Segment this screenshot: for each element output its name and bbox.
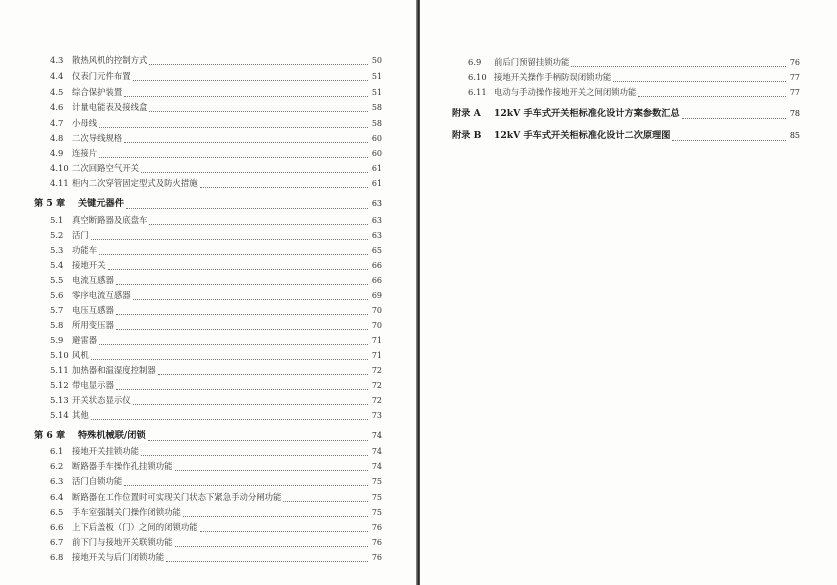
toc-number: 附录 A bbox=[452, 108, 481, 119]
toc-leader-dots bbox=[91, 351, 368, 360]
toc-number: 6.10 bbox=[468, 72, 487, 82]
toc-number: 5.10 bbox=[50, 350, 69, 360]
toc-title: 手车室强制关门操作闭锁功能 bbox=[72, 507, 181, 517]
toc-leader-dots bbox=[124, 477, 368, 486]
toc-number: 4.6 bbox=[50, 102, 64, 112]
toc-title: 所用变压器 bbox=[72, 320, 114, 330]
toc-title: 特殊机械联/闭锁 bbox=[78, 430, 146, 441]
toc-title: 前下门与接地开关联锁功能 bbox=[72, 537, 173, 547]
toc-page-number: 60 bbox=[371, 149, 382, 158]
toc-title: 电流互感器 bbox=[72, 275, 114, 285]
toc-leader-dots bbox=[116, 276, 368, 285]
toc-number: 5.13 bbox=[50, 395, 69, 405]
toc-number: 5.8 bbox=[50, 320, 64, 330]
toc-page-number: 71 bbox=[371, 336, 382, 345]
toc-number: 6.8 bbox=[50, 552, 64, 562]
toc-title: 综合保护装置 bbox=[72, 87, 123, 97]
toc-number: 5.14 bbox=[50, 410, 69, 420]
toc-title: 接地开关 bbox=[72, 260, 106, 270]
toc-leader-dots bbox=[116, 306, 368, 315]
toc-page-number: 66 bbox=[371, 261, 382, 270]
toc-page-number: 60 bbox=[371, 134, 382, 143]
toc-page-number: 74 bbox=[371, 431, 382, 440]
toc-number: 5.2 bbox=[50, 230, 64, 240]
toc-leader-dots bbox=[133, 72, 368, 81]
toc-page-number: 72 bbox=[371, 366, 382, 375]
toc-number: 4.3 bbox=[50, 55, 64, 65]
toc-page-number: 63 bbox=[371, 199, 382, 208]
toc-number: 4.11 bbox=[50, 178, 69, 188]
toc-title: 仪表门元件布置 bbox=[72, 71, 131, 81]
toc-page-number: 61 bbox=[371, 179, 382, 188]
toc-page-number: 70 bbox=[371, 306, 382, 315]
toc-entry bbox=[468, 71, 800, 84]
toc-title: 散热风机的控制方式 bbox=[72, 55, 148, 65]
toc-title: 前后门预留挂锁功能 bbox=[494, 57, 570, 67]
toc-entry bbox=[468, 86, 800, 99]
toc-page-number: 75 bbox=[371, 508, 382, 517]
toc-leader-dots bbox=[91, 231, 368, 240]
toc-title: 加热器和温湿度控制器 bbox=[72, 365, 156, 375]
toc-entry bbox=[50, 506, 382, 519]
toc-page-number: 66 bbox=[371, 276, 382, 285]
toc-page-number: 58 bbox=[371, 103, 382, 112]
toc-number: 5.7 bbox=[50, 305, 64, 315]
toc-page-number: 75 bbox=[371, 477, 382, 486]
toc-page-number: 77 bbox=[789, 73, 800, 82]
toc-number: 6.7 bbox=[50, 537, 64, 547]
toc-title: 断路器在工作位置时可实现关门状态下紧急手动分闸功能 bbox=[72, 492, 282, 502]
toc-leader-dots bbox=[99, 336, 368, 345]
toc-page-number: 76 bbox=[371, 538, 382, 547]
toc-title: 电动与手动操作接地开关之间闭锁功能 bbox=[494, 87, 637, 97]
toc-title: 12kV 手车式开关柜标准化设计方案参数汇总 bbox=[494, 108, 680, 119]
toc-page-number: 50 bbox=[371, 56, 382, 65]
toc-title: 功能车 bbox=[72, 245, 98, 255]
toc-leader-dots bbox=[200, 523, 368, 532]
toc-entry bbox=[50, 394, 382, 407]
toc-entry bbox=[50, 460, 382, 473]
toc-leader-dots bbox=[166, 553, 368, 562]
toc-leader-dots bbox=[141, 164, 368, 173]
toc-title: 连接片 bbox=[72, 148, 98, 158]
toc-title: 风机 bbox=[72, 350, 89, 360]
toc-title: 小母线 bbox=[72, 118, 98, 128]
toc-entry bbox=[50, 551, 382, 564]
toc-chapter bbox=[34, 430, 382, 442]
toc-entry bbox=[50, 334, 382, 347]
toc-entry bbox=[50, 162, 382, 175]
toc-title: 接地开关操作手柄防误闭锁功能 bbox=[494, 72, 612, 82]
toc-page-number: 65 bbox=[371, 246, 382, 255]
toc-entry bbox=[50, 475, 382, 488]
toc-number: 5.1 bbox=[50, 215, 64, 225]
toc-number: 6.11 bbox=[468, 87, 487, 97]
toc-page-number: 72 bbox=[371, 381, 382, 390]
toc-entry bbox=[50, 521, 382, 534]
toc-page-number: 69 bbox=[371, 291, 382, 300]
toc-title: 二次导线规格 bbox=[72, 133, 123, 143]
toc-leader-dots bbox=[116, 381, 368, 390]
toc-title: 上下后盖板（门）之间的闭锁功能 bbox=[72, 522, 198, 532]
toc-page-number: 63 bbox=[371, 216, 382, 225]
toc-number: 5.5 bbox=[50, 275, 64, 285]
toc-leader-dots bbox=[124, 134, 368, 143]
toc-title: 关键元器件 bbox=[78, 198, 124, 209]
toc-title: 活门自锁功能 bbox=[72, 476, 123, 486]
toc-title: 电压互感器 bbox=[72, 305, 114, 315]
toc-title: 接地开关挂锁功能 bbox=[72, 446, 139, 456]
toc-title: 带电显示器 bbox=[72, 380, 114, 390]
toc-entry bbox=[50, 70, 382, 83]
toc-entry bbox=[50, 244, 382, 257]
toc-page-number: 58 bbox=[371, 119, 382, 128]
toc-leader-dots bbox=[613, 73, 786, 82]
toc-leader-dots bbox=[200, 179, 368, 188]
toc-leader-dots bbox=[116, 321, 368, 330]
toc-page-number: 75 bbox=[371, 493, 382, 502]
toc-page-number: 74 bbox=[371, 462, 382, 471]
toc-page-number: 73 bbox=[371, 411, 382, 420]
toc-number: 6.4 bbox=[50, 492, 64, 502]
toc-page-number: 51 bbox=[371, 72, 382, 81]
toc-entry bbox=[50, 259, 382, 272]
toc-entry bbox=[468, 56, 800, 69]
toc-entry bbox=[50, 132, 382, 145]
toc-number: 5.9 bbox=[50, 335, 64, 345]
toc-entry bbox=[50, 274, 382, 287]
toc-page-number: 61 bbox=[371, 164, 382, 173]
toc-leader-dots bbox=[133, 396, 368, 405]
toc-leader-dots bbox=[141, 447, 368, 456]
toc-page-number: 76 bbox=[371, 553, 382, 562]
toc-number: 4.9 bbox=[50, 148, 64, 158]
toc-entry bbox=[50, 101, 382, 114]
toc-page-number: 76 bbox=[789, 58, 800, 67]
toc-page-number: 72 bbox=[371, 396, 382, 405]
toc-leader-dots bbox=[183, 508, 368, 517]
toc-title: 避雷器 bbox=[72, 335, 98, 345]
toc-title: 开关状态显示仪 bbox=[72, 395, 131, 405]
toc-entry bbox=[50, 536, 382, 549]
toc-entry bbox=[50, 304, 382, 317]
toc-number: 6.9 bbox=[468, 57, 482, 67]
toc-leader-dots bbox=[175, 538, 369, 547]
toc-number: 5.11 bbox=[50, 365, 69, 375]
toc-number: 5.6 bbox=[50, 290, 64, 300]
toc-page-number: 77 bbox=[789, 88, 800, 97]
toc-entry bbox=[50, 379, 382, 392]
toc-entry bbox=[50, 349, 382, 362]
toc-page-number: 74 bbox=[371, 447, 382, 456]
toc-title: 断路器手车操作孔挂锁功能 bbox=[72, 461, 173, 471]
toc-entry bbox=[50, 214, 382, 227]
toc-leader-dots bbox=[99, 246, 368, 255]
toc-entry bbox=[50, 229, 382, 242]
toc-number: 5.4 bbox=[50, 260, 64, 270]
toc-leader-dots bbox=[99, 149, 368, 158]
toc-number: 6.2 bbox=[50, 461, 64, 471]
toc-title: 12kV 手车式开关柜标准化设计二次原理图 bbox=[494, 130, 671, 141]
toc-leader-dots bbox=[158, 366, 368, 375]
toc-appendix bbox=[452, 108, 800, 120]
toc-title: 接地开关与后门闭锁功能 bbox=[72, 552, 165, 562]
toc-page-number: 70 bbox=[371, 321, 382, 330]
toc-number: 5.12 bbox=[50, 380, 69, 390]
toc-number: 4.7 bbox=[50, 118, 64, 128]
toc-appendix bbox=[452, 130, 800, 142]
toc-leader-dots bbox=[571, 58, 786, 67]
toc-entry bbox=[50, 117, 382, 130]
toc-entry bbox=[50, 177, 382, 190]
toc-number: 6.5 bbox=[50, 507, 64, 517]
toc-number: 5.3 bbox=[50, 245, 64, 255]
toc-leader-dots bbox=[91, 411, 368, 420]
toc-leader-dots bbox=[133, 291, 368, 300]
toc-leader-dots bbox=[283, 493, 368, 502]
toc-leader-dots bbox=[175, 462, 369, 471]
toc-leader-dots bbox=[149, 56, 368, 65]
toc-number: 4.5 bbox=[50, 87, 64, 97]
toc-page-number: 63 bbox=[371, 231, 382, 240]
toc-number: 4.8 bbox=[50, 133, 64, 143]
toc-entry bbox=[50, 54, 382, 67]
toc-entry bbox=[50, 491, 382, 504]
toc-leader-dots bbox=[124, 88, 368, 97]
toc-title: 真空断路器及底盘车 bbox=[72, 215, 148, 225]
toc-entry bbox=[50, 86, 382, 99]
toc-title: 零序电流互感器 bbox=[72, 290, 131, 300]
toc-entry bbox=[50, 289, 382, 302]
toc-leader-dots bbox=[149, 103, 368, 112]
toc-number: 4.4 bbox=[50, 71, 64, 81]
toc-chapter bbox=[34, 198, 382, 210]
toc-entry bbox=[50, 364, 382, 377]
toc-number: 6.6 bbox=[50, 522, 64, 532]
toc-leader-dots bbox=[148, 432, 368, 441]
toc-number: 4.10 bbox=[50, 163, 69, 173]
toc-entry bbox=[50, 409, 382, 422]
toc-number: 6.1 bbox=[50, 446, 64, 456]
toc-entry bbox=[50, 319, 382, 332]
toc-title: 活门 bbox=[72, 230, 89, 240]
toc-title: 计量电能表及接线盒 bbox=[72, 102, 148, 112]
toc-number: 第 6 章 bbox=[34, 430, 66, 441]
toc-leader-dots bbox=[126, 200, 368, 209]
toc-entry bbox=[50, 445, 382, 458]
toc-leader-dots bbox=[99, 119, 368, 128]
toc-leader-dots bbox=[149, 216, 368, 225]
toc-leader-dots bbox=[638, 88, 786, 97]
toc-title: 二次回路空气开关 bbox=[72, 163, 139, 173]
toc-page-number: 76 bbox=[371, 523, 382, 532]
toc-page-number: 85 bbox=[789, 131, 800, 140]
toc-title: 其他 bbox=[72, 410, 89, 420]
toc-leader-dots bbox=[108, 261, 369, 270]
toc-number: 附录 B bbox=[452, 130, 482, 141]
toc-leader-dots bbox=[682, 110, 786, 119]
toc-page-number: 71 bbox=[371, 351, 382, 360]
toc-title: 柜内二次穿管固定型式及防火措施 bbox=[72, 178, 198, 188]
toc-entry bbox=[50, 147, 382, 160]
toc-page-number: 51 bbox=[371, 88, 382, 97]
toc-number: 第 5 章 bbox=[34, 198, 66, 209]
toc-page-number: 78 bbox=[789, 109, 800, 118]
toc-leader-dots bbox=[672, 132, 786, 141]
toc-number: 6.3 bbox=[50, 476, 64, 486]
